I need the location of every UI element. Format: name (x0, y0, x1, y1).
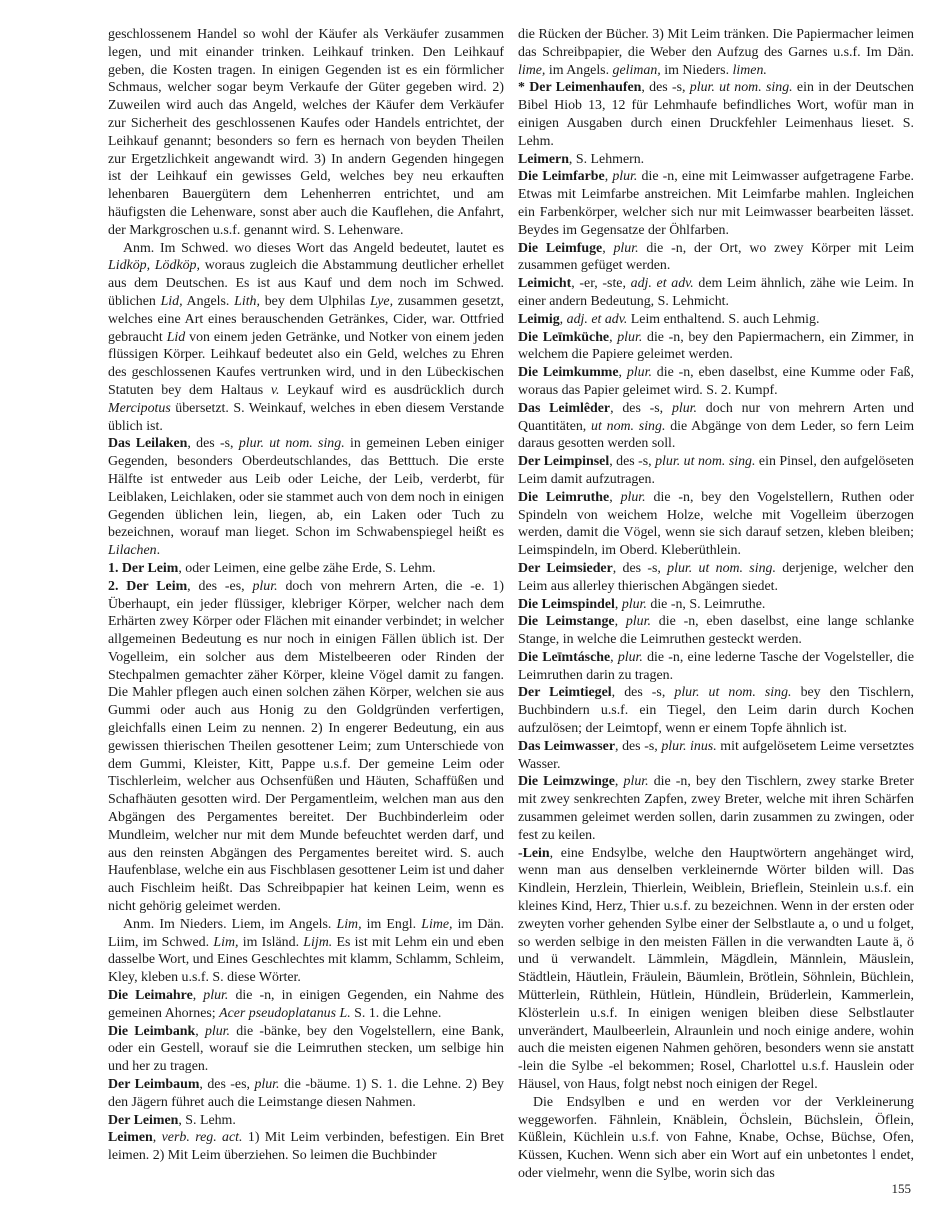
text-columns (108, 26, 914, 1183)
paragraph: Der Leimtiegel, des -s, plur. ut nom. sing. bey den Tischlern, Buchbindern u.s.f. ein Tiegel, den Leim darin durch Kochen aufzulösen; der Leimtopf, wenn er einem Topfe ähnlich ist. (518, 685, 914, 737)
paragraph: Die Leimbank, plur. die -bänke, bey den Vogelstellern, eine Bank, oder ein Gestell, worauf sie die Leimruthen stecken, um selbige hin und her zu tragen. (108, 1023, 504, 1075)
paragraph: Die Leimkumme, plur. die -n, eben daselbst, eine Kumme oder Faß, woraus das Papier geleimet wird. S. 2. Kumpf. (518, 365, 914, 398)
paragraph: 1. Der Leim, oder Leimen, eine gelbe zähe Erde, S. Lehm. (108, 560, 436, 576)
paragraph: Leimern, S. Lehmern. (518, 151, 645, 167)
paragraph: Das Leimlêder, des -s, plur. doch nur von mehrern Arten und Quantitäten, ut nom. sing. die Abgänge von dem Leder, so fern Leim daraus gesotten werden soll. (518, 400, 915, 452)
paragraph: Die Leimspindel, plur. die -n, S. Leimruthe. (518, 596, 766, 612)
page-number: 155 (891, 1181, 911, 1196)
paragraph: Die Leimfarbe, plur. die -n, eine mit Leimwasser aufgetragene Farbe. Etwas mit Leimfarbe anstreichen. Mit Leimfarbe mahlen. Ingleichen ein Farbenkörper, welcher sich nur mit Leimwasser bearbeiten lässet. Beydes im Gegensatze der Öhlfarben. (518, 169, 914, 238)
paragraph: Der Leimen, S. Lehm. (108, 1112, 236, 1128)
paragraph: Der Leimbaum, des -es, plur. die -bäume. 1) S. 1. die Lehne. 2) Bey den Jägern führet auch die Leimstange diesen Nahmen. (108, 1077, 504, 1110)
paragraph: Der Leimsieder, des -s, plur. ut nom. sing. derjenige, welcher den Leim aus allerley thierischen Abgängen siedet. (518, 560, 914, 594)
paragraph: Der Leimpinsel, des -s, plur. ut nom. sing. ein Pinsel, den aufgelöseten Leim damit aufzutragen. (518, 454, 914, 487)
paragraph: Die Leimzwinge, plur. die -n, bey den Tischlern, zwey starke Breter mit zwey senkrechten Zapfen, zwey Breter, welche mit ihren Schärfen zusammen geleimet werden sollen, darin zusammen zu zwingen, oder fest zu keilen. (518, 774, 914, 843)
paragraph: Leimicht, -er, -ste, adj. et adv. dem Leim ähnlich, zähe wie Leim. In einer andern Bedeutung, S. Lehmicht. (518, 276, 914, 309)
paragraph: * Der Leimenhaufen, des -s, plur. ut nom. sing. ein in der Deutschen Bibel Hiob 13, 12 für Lehmhaufe befindliches Wort, wofür man in einigen Ausgaben durch einen Druckfehler Leimenhaus lieset. S. Lehm. (518, 80, 914, 149)
paragraph: Die Endsylben e und en werden vor der Verkleinerung weggeworfen. Fähnlein, Knäblein, Öchslein, Büchslein, Öflein, Küßlein, Küchlein u.s.f. von Fahne, Knabe, Ochse, Büchse, Ofen, Küssen, Kuchen. Wenn sich aber ein Wort auf ein unbetontes l endet, oder vielmehr, wenn die Sylbe, worin sich das (518, 1094, 914, 1181)
paragraph: Anm. Im Nieders. Liem, im Angels. Lim, im Engl. Lime, im Dän. Liim, im Schwed. Lim, im Isländ. Lijm. Es ist mit Lehm ein und eben dasselbe Wort, und Eines Geschlechtes mit klamm, Schlamm, Schleim, Kley, kleben u.s.f. S. diese Wörter. (108, 916, 504, 986)
paragraph: Das Leimwasser, des -s, plur. inus. mit aufgelösetem Leime versetztes Wasser. (518, 738, 914, 772)
paragraph: Leimen, verb. reg. act. 1) Mit Leim verbinden, befestigen. Ein Bret leimen. 2) Mit Leim überziehen. So leimen die Buchbinder (108, 1130, 504, 1164)
left-column (108, 26, 504, 1183)
paragraph: Anm. Im Schwed. wo dieses Wort das Angeld bedeutet, lautet es Lidköp, Lödköp, woraus zugleich die Abstammung deutlicher erhellet aus dem Deutschen. Es ist aus Kauf und dem noch im Schwed. üblichen Lid, Angels. Lith, bey dem Ulphilas Lye, zusammen gesetzt, welches eine Art eines berauschenden Getränkes, Cider, war. Ottfried gebraucht Lid von einem jeden Getränke, und Notker von einem jeden flüssigen Körper. Leihkauf bedeutet also ein Geld, welches zu Ehren des geschlossenen Kaufes vertrunken wird, und in den Lübeckischen Statuten bey dem Haltaus v. Leykauf wird es ausdrücklich durch Mercipotus übersetzt. S. Weinkauf, welches in eben diesem Verstande üblich ist. (108, 240, 504, 434)
paragraph: Die Leimstange, plur. die -n, eben daselbst, eine lange schlanke Stange, in welche die Leimruthen gesteckt werden. (518, 614, 914, 648)
right-column (518, 26, 914, 1183)
paragraph: Die Leimruthe, plur. die -n, bey den Vogelstellern, Ruthen oder Spindeln von weichem Holze, welche mit Vogelleim überzogen werden, damit die Vögel, wenn sie sich darauf setzen, kleben bleiben; Leimspindeln, im Oberd. Kleberüthlein. (518, 489, 914, 559)
paragraph: Die Leimfuge, plur. die -n, der Ort, wo zwey Körper mit Leim zusammen gefüget werden. (518, 240, 914, 274)
paragraph: 2. Der Leim, des -es, plur. doch von mehrern Arten, die -e. 1) Überhaupt, ein jeder flüssiger, klebriger Körper, welcher nach dem Erhärten zwey Körper oder Flächen mit einander verbindet; in welcher allgemeinen Bedeutung es nur noch in einigen Fällen üblich ist. Der Vogelleim, ein solcher aus dem Mistelbeeren oder Rinden der Stechpalmen gemachter zäher Körper, kleine Vögel damit zu fangen. Die Mahler pflegen auch einen solchen zähen Körper, welchen sie aus Gummi oder auch aus Honig zu den Goldgründen verfertigen, gleichfalls einen Leim zu nennen. 2) In engerer Bedeutung, ein aus gewissen thierischen Theilen gesottener Leim; zum Unterschiede von dem Gummi, Kleister, Kitt, Pappe u.s.f. Der gemeine Leim oder Tischlerleim, welcher aus Ochsenfüßen und Häuten, Schaffüßen und Schafhäuten gesotten wird. Der Pergamentleim, welchen man aus den Abgängen des Pergamentes bereitet. Der Buchbinderleim oder Mundleim, welcher nur mit dem Munde befeuchtet werden darf, und aus den reinsten Abgängen des Pergamentes bereitet wird. S. auch Haufenblase, welche ein aus Fischblasen gesottener Leim ist und daher auch Fischleim heißt. Das Schreibpapier hat keinen Leim, wenn es nicht gehörig geleimet werden. (108, 578, 504, 915)
paragraph: Die Leīmtásche, plur. die -n, eine lederne Tasche der Vogelsteller, die Leimruthen darin zu tragen. (518, 649, 914, 683)
paragraph: geschlossenem Handel so wohl der Käufer als Verkäufer zusammen legen, und mit einander trinken. Leihkauf trinken. Den Leihkauf geben, die Kosten tragen. In einigen Gegenden ist es ein förmlicher Schmaus, welcher sogar beym Verkaufe der Güter gegeben wird. 2) Zuweilen wird auch das Angeld, welches der Käufer dem Verkäufer zur Sicherheit des geschlossenen Kaufes oder Handels entrichtet, der Leihkauf genannt; besonders so fern es hernach von beyden Theilen zur Ergetzlichkeit angewandt wird. 3) In andern Gegenden hingegen ist der Leihkauf ein gewisses Geld, welches bey neu erkauften lehenbaren Bauergütern dem Lehenherren entrichtet, und am häufigsten die Lehenware, sonst aber auch die Kauflehen, die Anfahrt, der Markgroschen u.s.f. genannt wird. S. Lehenware. (108, 27, 504, 238)
paragraph: Die Leīmküche, plur. die -n, bey den Papiermachern, ein Zimmer, in welchem die Papiere geleimet werden. (518, 329, 914, 363)
paragraph: Das Leilaken, des -s, plur. ut nom. sing. in gemeinen Leben einiger Gegenden, besonders Oberdeutschlandes, das Betttuch. Die erste Hälfte ist entweder aus Leib oder Leiche, der Leib, verderbt, für Leiblaken, Leichlaken, oder sie stammet auch von dem noch in einigen Gegenden üblichen lein, liegen, ab, ein Laken oder Tuch zu bezeichnen, worauf man lieget. Schon im Schwabenspiegel heißt es Lilachen. (108, 436, 504, 559)
paragraph: die Rücken der Bücher. 3) Mit Leim tränken. Die Papiermacher leimen das Schreibpapier, die Weber den Aufzug des Garnes u.s.f. Im Dän. lime, im Angels. geliman, im Nieders. limen. (518, 27, 914, 78)
paragraph: Leimig, adj. et adv. Leim enthaltend. S. auch Lehmig. (518, 311, 820, 327)
paragraph: -Lein, eine Endsylbe, welche den Hauptwörtern angehänget wird, wenn man aus denselben verkleinernde Wörter bilden will. Das Kindlein, Herzlein, Thierlein, Weiblein, Brieflein, Steinlein u.s.f. ein kleines Kind, Herz, Thier u.s.f. zu bezeichnen. Wenn in der ersten oder zweyten vorher gehenden Sylbe einer der Selbstlaute a, o und u folget, so werden selbige in den meisten Fällen in die verwandten Laute ä, ö und ü verwandelt. Lämmlein, Mägdlein, Männlein, Mäuslein, Städtlein, Häutlein, Fräulein, Bäumlein, Brötlein, Söhnlein, Büchlein, Mütterlein, Rüthlein, Hütlein, Hündlein, Brüderlein, Kammerlein, Klösterlein u.s.f. In einigen wenigen bleiben diese Selbstlauter unverändert, Maulbeerlein, Alraunlein und noch einige andere, wohin auch die meisten eigenen Nahmen gehören, besonders wenn sie anstatt -lein die Sylbe -el bekommen; Rosel, Charlottel u.s.f. Hauslein oder Häusel, von Haus, folgt nebst noch einigen der Regel. (518, 845, 914, 1093)
paragraph: Die Leimahre, plur. die -n, in einigen Gegenden, ein Nahme des gemeinen Ahornes; Acer pseudoplatanus L. S. 1. die Lehne. (108, 988, 504, 1021)
